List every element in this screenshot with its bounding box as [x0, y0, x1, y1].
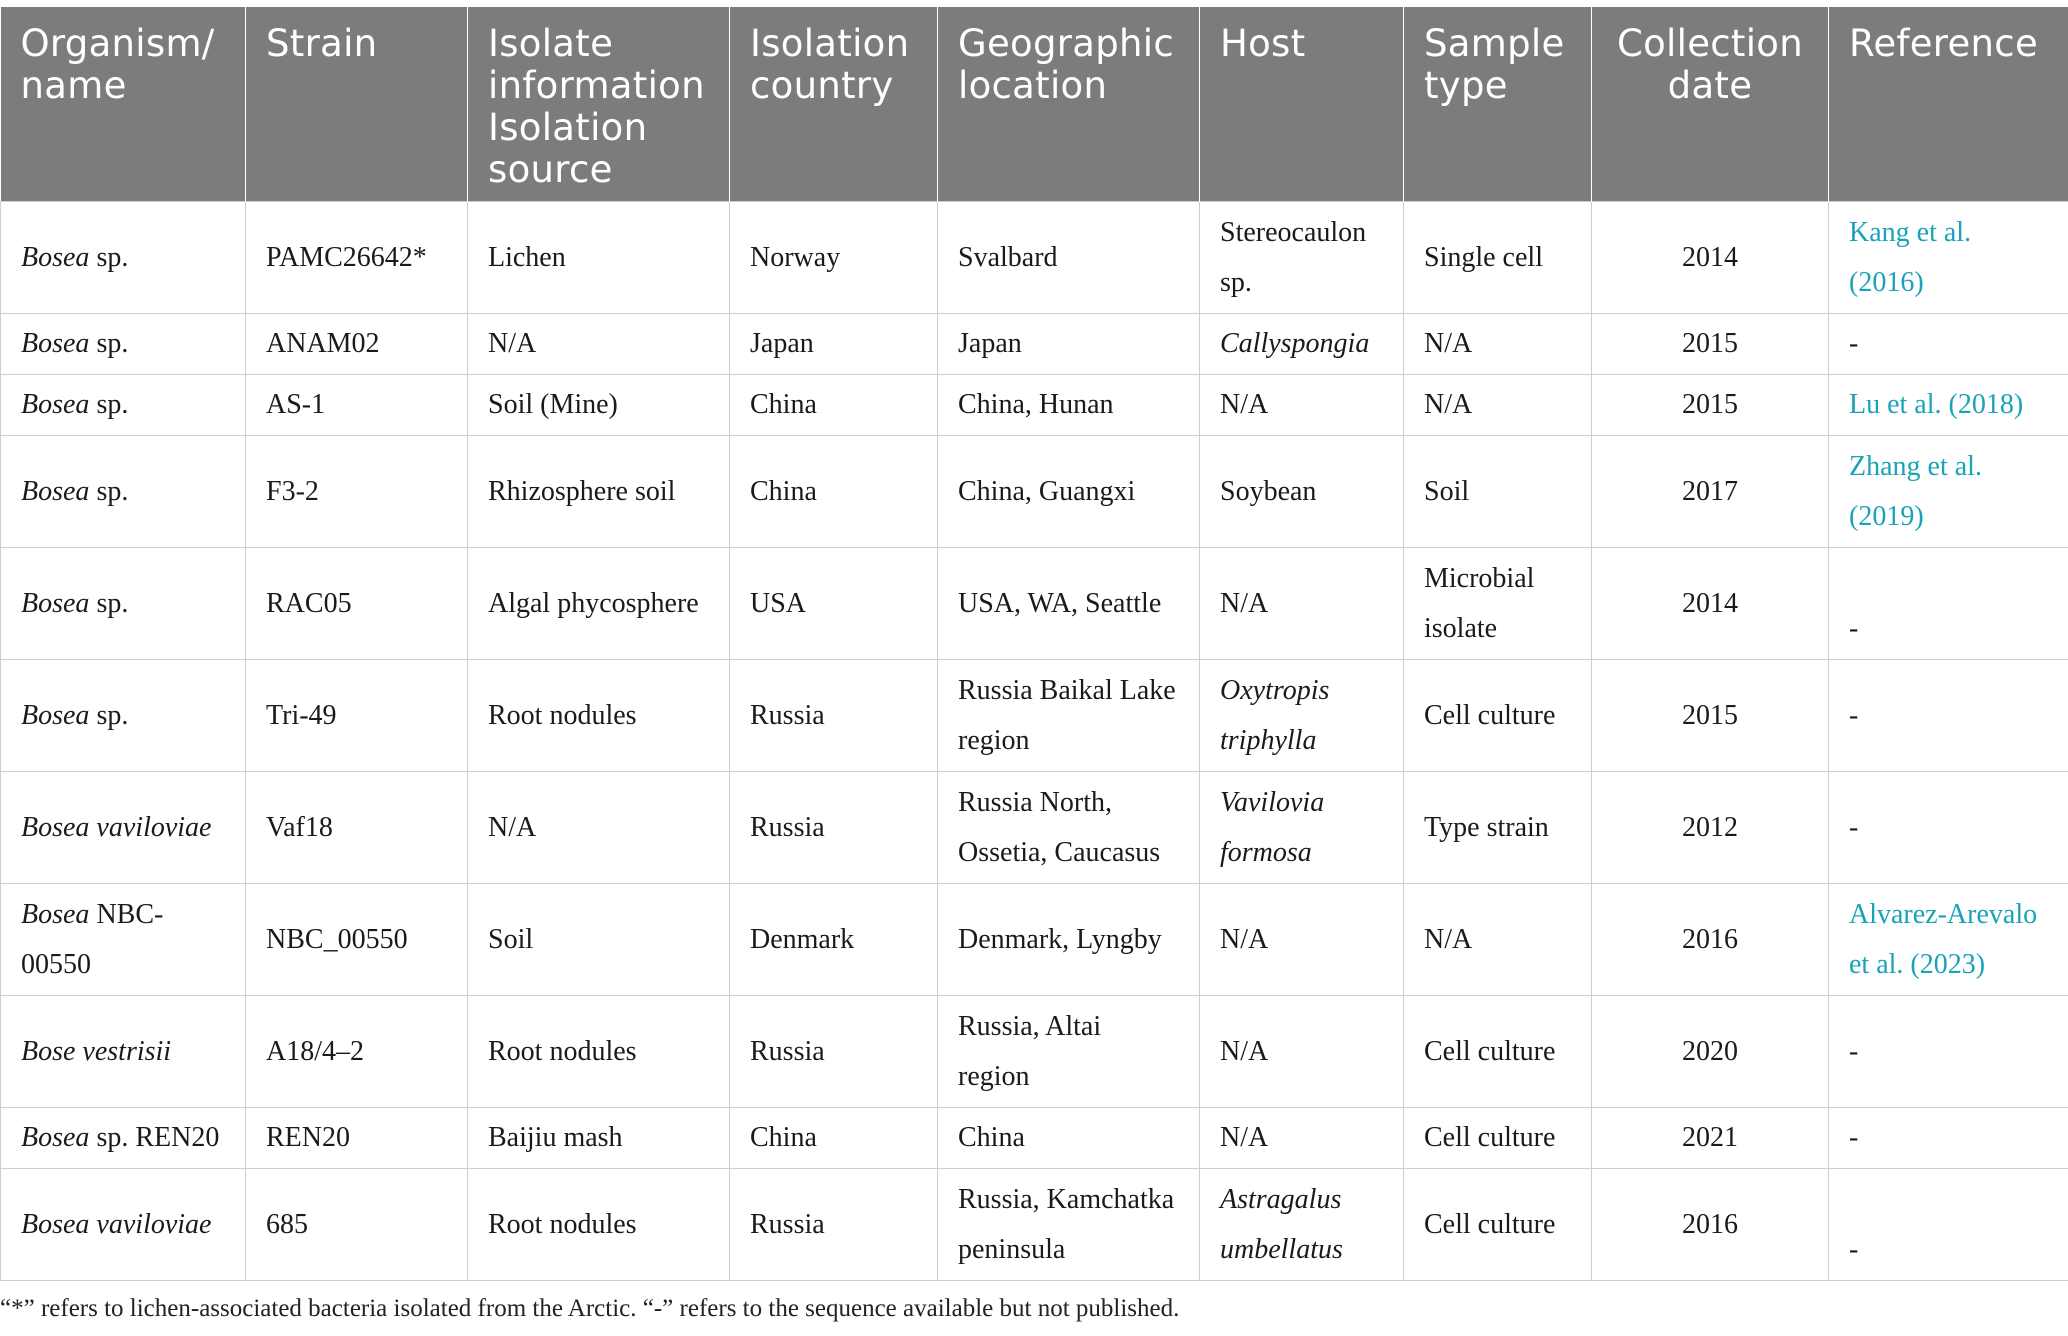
header-isolation-source: Isolate information Isolation source	[468, 7, 730, 202]
isolation-country-cell: Russia	[730, 772, 938, 884]
reference-link[interactable]: Zhang et al. (2019)	[1849, 450, 1982, 532]
isolation-country-cell: Russia	[730, 1169, 938, 1281]
reference-cell	[1829, 996, 2068, 1108]
organism-cell	[1, 1108, 246, 1169]
organism-genus: Bosea	[21, 389, 90, 420]
reference-unpublished-marker: -	[1849, 1035, 1859, 1067]
isolation-country-cell: China	[730, 375, 938, 436]
table-row	[1, 314, 2068, 375]
host-name: Astragalus umbellatus	[1220, 1183, 1343, 1265]
collection-date-cell: 2021	[1592, 1108, 1829, 1169]
reference-cell	[1829, 314, 2068, 375]
isolation-country-cell: China	[730, 1108, 938, 1169]
reference-cell	[1829, 375, 2068, 436]
isolation-source-cell: Root nodules	[468, 660, 730, 772]
organism-genus: Bosea	[21, 699, 90, 731]
sample-type-cell: N/A	[1404, 884, 1592, 996]
bosea-strains-table	[0, 7, 2068, 1281]
host-name: N/A	[1220, 587, 1269, 619]
reference-cell	[1829, 1108, 2068, 1169]
collection-date-cell: 2020	[1592, 996, 1829, 1108]
collection-date-cell: 2012	[1592, 772, 1829, 884]
geographic-location-cell: Russia, Altai region	[938, 996, 1200, 1108]
organism-genus: Bosea	[21, 475, 90, 507]
strain-cell: PAMC26642*	[246, 202, 468, 314]
sample-type-cell: Single cell	[1404, 202, 1592, 314]
collection-date-cell: 2014	[1592, 202, 1829, 314]
isolation-source-cell: Soil	[468, 884, 730, 996]
geographic-location-cell: Svalbard	[938, 202, 1200, 314]
organism-cell	[1, 202, 246, 314]
strain-cell: A18/4–2	[246, 996, 468, 1108]
table-row	[1, 375, 2068, 436]
collection-date-cell: 2017	[1592, 436, 1829, 548]
header-host: Host	[1200, 7, 1404, 202]
strain-cell: NBC_00550	[246, 884, 468, 996]
organism-genus: Bose vestrisii	[21, 1035, 172, 1067]
reference-link[interactable]: Lu et al. (2018)	[1849, 389, 2024, 420]
isolation-country-cell: Russia	[730, 996, 938, 1108]
strain-cell: Vaf18	[246, 772, 468, 884]
organism-genus: Bosea vaviloviae	[21, 811, 212, 843]
organism-qualifier: sp.	[89, 328, 129, 359]
organism-qualifier: sp.	[89, 475, 129, 507]
geographic-location-cell: Denmark, Lyngby	[938, 884, 1200, 996]
organism-genus: Bosea	[21, 898, 90, 930]
sample-type-cell: N/A	[1404, 314, 1592, 375]
organism-cell	[1, 1169, 246, 1281]
table-row	[1, 996, 2068, 1108]
sample-type-cell: Cell culture	[1404, 1108, 1592, 1169]
reference-cell	[1829, 1169, 2068, 1281]
collection-date-cell: 2015	[1592, 375, 1829, 436]
table-row	[1, 1108, 2068, 1169]
organism-cell	[1, 375, 246, 436]
strain-cell: F3-2	[246, 436, 468, 548]
host-cell	[1200, 1169, 1404, 1281]
organism-genus: Bosea	[21, 1122, 90, 1153]
host-cell	[1200, 996, 1404, 1108]
geographic-location-cell: China, Hunan	[938, 375, 1200, 436]
table-row	[1, 1169, 2068, 1281]
table-row	[1, 548, 2068, 660]
reference-link[interactable]: Kang et al. (2016)	[1849, 216, 1972, 298]
geographic-location-cell: Russia, Kamchatka peninsula	[938, 1169, 1200, 1281]
organism-qualifier: sp.	[89, 241, 129, 273]
organism-cell	[1, 660, 246, 772]
reference-unpublished-marker: -	[1849, 811, 1859, 843]
reference-unpublished-marker: -	[1849, 328, 1859, 359]
reference-link[interactable]: Alvarez-Arevalo et al. (2023)	[1849, 898, 2038, 980]
organism-genus: Bosea vaviloviae	[21, 1208, 212, 1240]
reference-unpublished-marker: -	[1849, 1234, 1859, 1265]
host-name: Stereocaulon sp.	[1220, 216, 1367, 298]
strain-cell: REN20	[246, 1108, 468, 1169]
organism-qualifier: sp.	[89, 587, 129, 619]
header-organism: Organism/ name	[1, 7, 246, 202]
strain-cell: RAC05	[246, 548, 468, 660]
host-name: N/A	[1220, 923, 1269, 955]
isolation-source-cell: Algal phycosphere	[468, 548, 730, 660]
isolation-country-cell: Russia	[730, 660, 938, 772]
isolation-country-cell: China	[730, 436, 938, 548]
organism-cell	[1, 436, 246, 548]
table-footnote: “*” refers to lichen-associated bacteria isolated from the Arctic. “-” refers to the sequence available but not published.	[0, 1295, 1180, 1322]
geographic-location-cell: China	[938, 1108, 1200, 1169]
geographic-location-cell: Russia Baikal Lake region	[938, 660, 1200, 772]
isolation-source-cell: Lichen	[468, 202, 730, 314]
organism-cell	[1, 772, 246, 884]
isolation-source-cell: Rhizosphere soil	[468, 436, 730, 548]
header-geographic-location: Geographic location	[938, 7, 1200, 202]
host-name: Oxytropis triphylla	[1220, 674, 1330, 756]
sample-type-cell: Soil	[1404, 436, 1592, 548]
reference-cell	[1829, 436, 2068, 548]
reference-cell	[1829, 202, 2068, 314]
sample-type-cell: Microbial isolate	[1404, 548, 1592, 660]
table-row	[1, 884, 2068, 996]
sample-type-cell: Cell culture	[1404, 1169, 1592, 1281]
table-row	[1, 202, 2068, 314]
header-row	[1, 7, 2068, 202]
reference-cell	[1829, 884, 2068, 996]
organism-cell	[1, 314, 246, 375]
organism-qualifier: sp.	[89, 389, 129, 420]
organism-qualifier: NBC-00550	[21, 898, 164, 980]
geographic-location-cell: Japan	[938, 314, 1200, 375]
host-name: N/A	[1220, 389, 1269, 420]
collection-date-cell: 2016	[1592, 884, 1829, 996]
header-isolation-country: Isolation country	[730, 7, 938, 202]
organism-cell	[1, 884, 246, 996]
reference-cell	[1829, 548, 2068, 660]
organism-genus: Bosea	[21, 587, 90, 619]
reference-unpublished-marker: -	[1849, 699, 1859, 731]
collection-date-cell: 2014	[1592, 548, 1829, 660]
isolation-source-cell: N/A	[468, 314, 730, 375]
geographic-location-cell: USA, WA, Seattle	[938, 548, 1200, 660]
host-cell	[1200, 1108, 1404, 1169]
isolation-country-cell: USA	[730, 548, 938, 660]
header-collection-date: Collection date	[1592, 7, 1829, 202]
header-strain: Strain	[246, 7, 468, 202]
collection-date-cell: 2016	[1592, 1169, 1829, 1281]
host-cell	[1200, 375, 1404, 436]
reference-unpublished-marker: -	[1849, 613, 1859, 644]
organism-qualifier: sp. REN20	[89, 1122, 220, 1153]
organism-qualifier: sp.	[89, 699, 129, 731]
organism-cell	[1, 996, 246, 1108]
isolation-country-cell: Denmark	[730, 884, 938, 996]
host-cell	[1200, 884, 1404, 996]
organism-genus: Bosea	[21, 241, 90, 273]
reference-cell	[1829, 660, 2068, 772]
strain-cell: Tri-49	[246, 660, 468, 772]
sample-type-cell: N/A	[1404, 375, 1592, 436]
isolation-source-cell: Root nodules	[468, 996, 730, 1108]
isolation-country-cell: Japan	[730, 314, 938, 375]
host-name: Soybean	[1220, 475, 1317, 507]
reference-unpublished-marker: -	[1849, 1122, 1859, 1153]
geographic-location-cell: Russia North, Ossetia, Caucasus	[938, 772, 1200, 884]
organism-genus: Bosea	[21, 328, 90, 359]
host-name: N/A	[1220, 1122, 1269, 1153]
host-cell	[1200, 772, 1404, 884]
header-sample-type: Sample type	[1404, 7, 1592, 202]
host-name: Callyspongia	[1220, 328, 1370, 359]
sample-type-cell: Cell culture	[1404, 996, 1592, 1108]
host-cell	[1200, 202, 1404, 314]
table-row	[1, 772, 2068, 884]
host-name: N/A	[1220, 1035, 1269, 1067]
host-cell	[1200, 314, 1404, 375]
reference-cell	[1829, 772, 2068, 884]
strain-cell: 685	[246, 1169, 468, 1281]
collection-date-cell: 2015	[1592, 314, 1829, 375]
host-name: Vavilovia formosa	[1220, 786, 1325, 868]
geographic-location-cell: China, Guangxi	[938, 436, 1200, 548]
header-reference: Reference	[1829, 7, 2068, 202]
table-row	[1, 436, 2068, 548]
isolation-source-cell: Baijiu mash	[468, 1108, 730, 1169]
host-cell	[1200, 436, 1404, 548]
isolation-source-cell: Soil (Mine)	[468, 375, 730, 436]
organism-cell	[1, 548, 246, 660]
isolation-source-cell: N/A	[468, 772, 730, 884]
table-row	[1, 660, 2068, 772]
collection-date-cell: 2015	[1592, 660, 1829, 772]
isolation-country-cell: Norway	[730, 202, 938, 314]
strain-cell: ANAM02	[246, 314, 468, 375]
sample-type-cell: Cell culture	[1404, 660, 1592, 772]
host-cell	[1200, 660, 1404, 772]
host-cell	[1200, 548, 1404, 660]
strain-cell: AS-1	[246, 375, 468, 436]
isolation-source-cell: Root nodules	[468, 1169, 730, 1281]
sample-type-cell: Type strain	[1404, 772, 1592, 884]
